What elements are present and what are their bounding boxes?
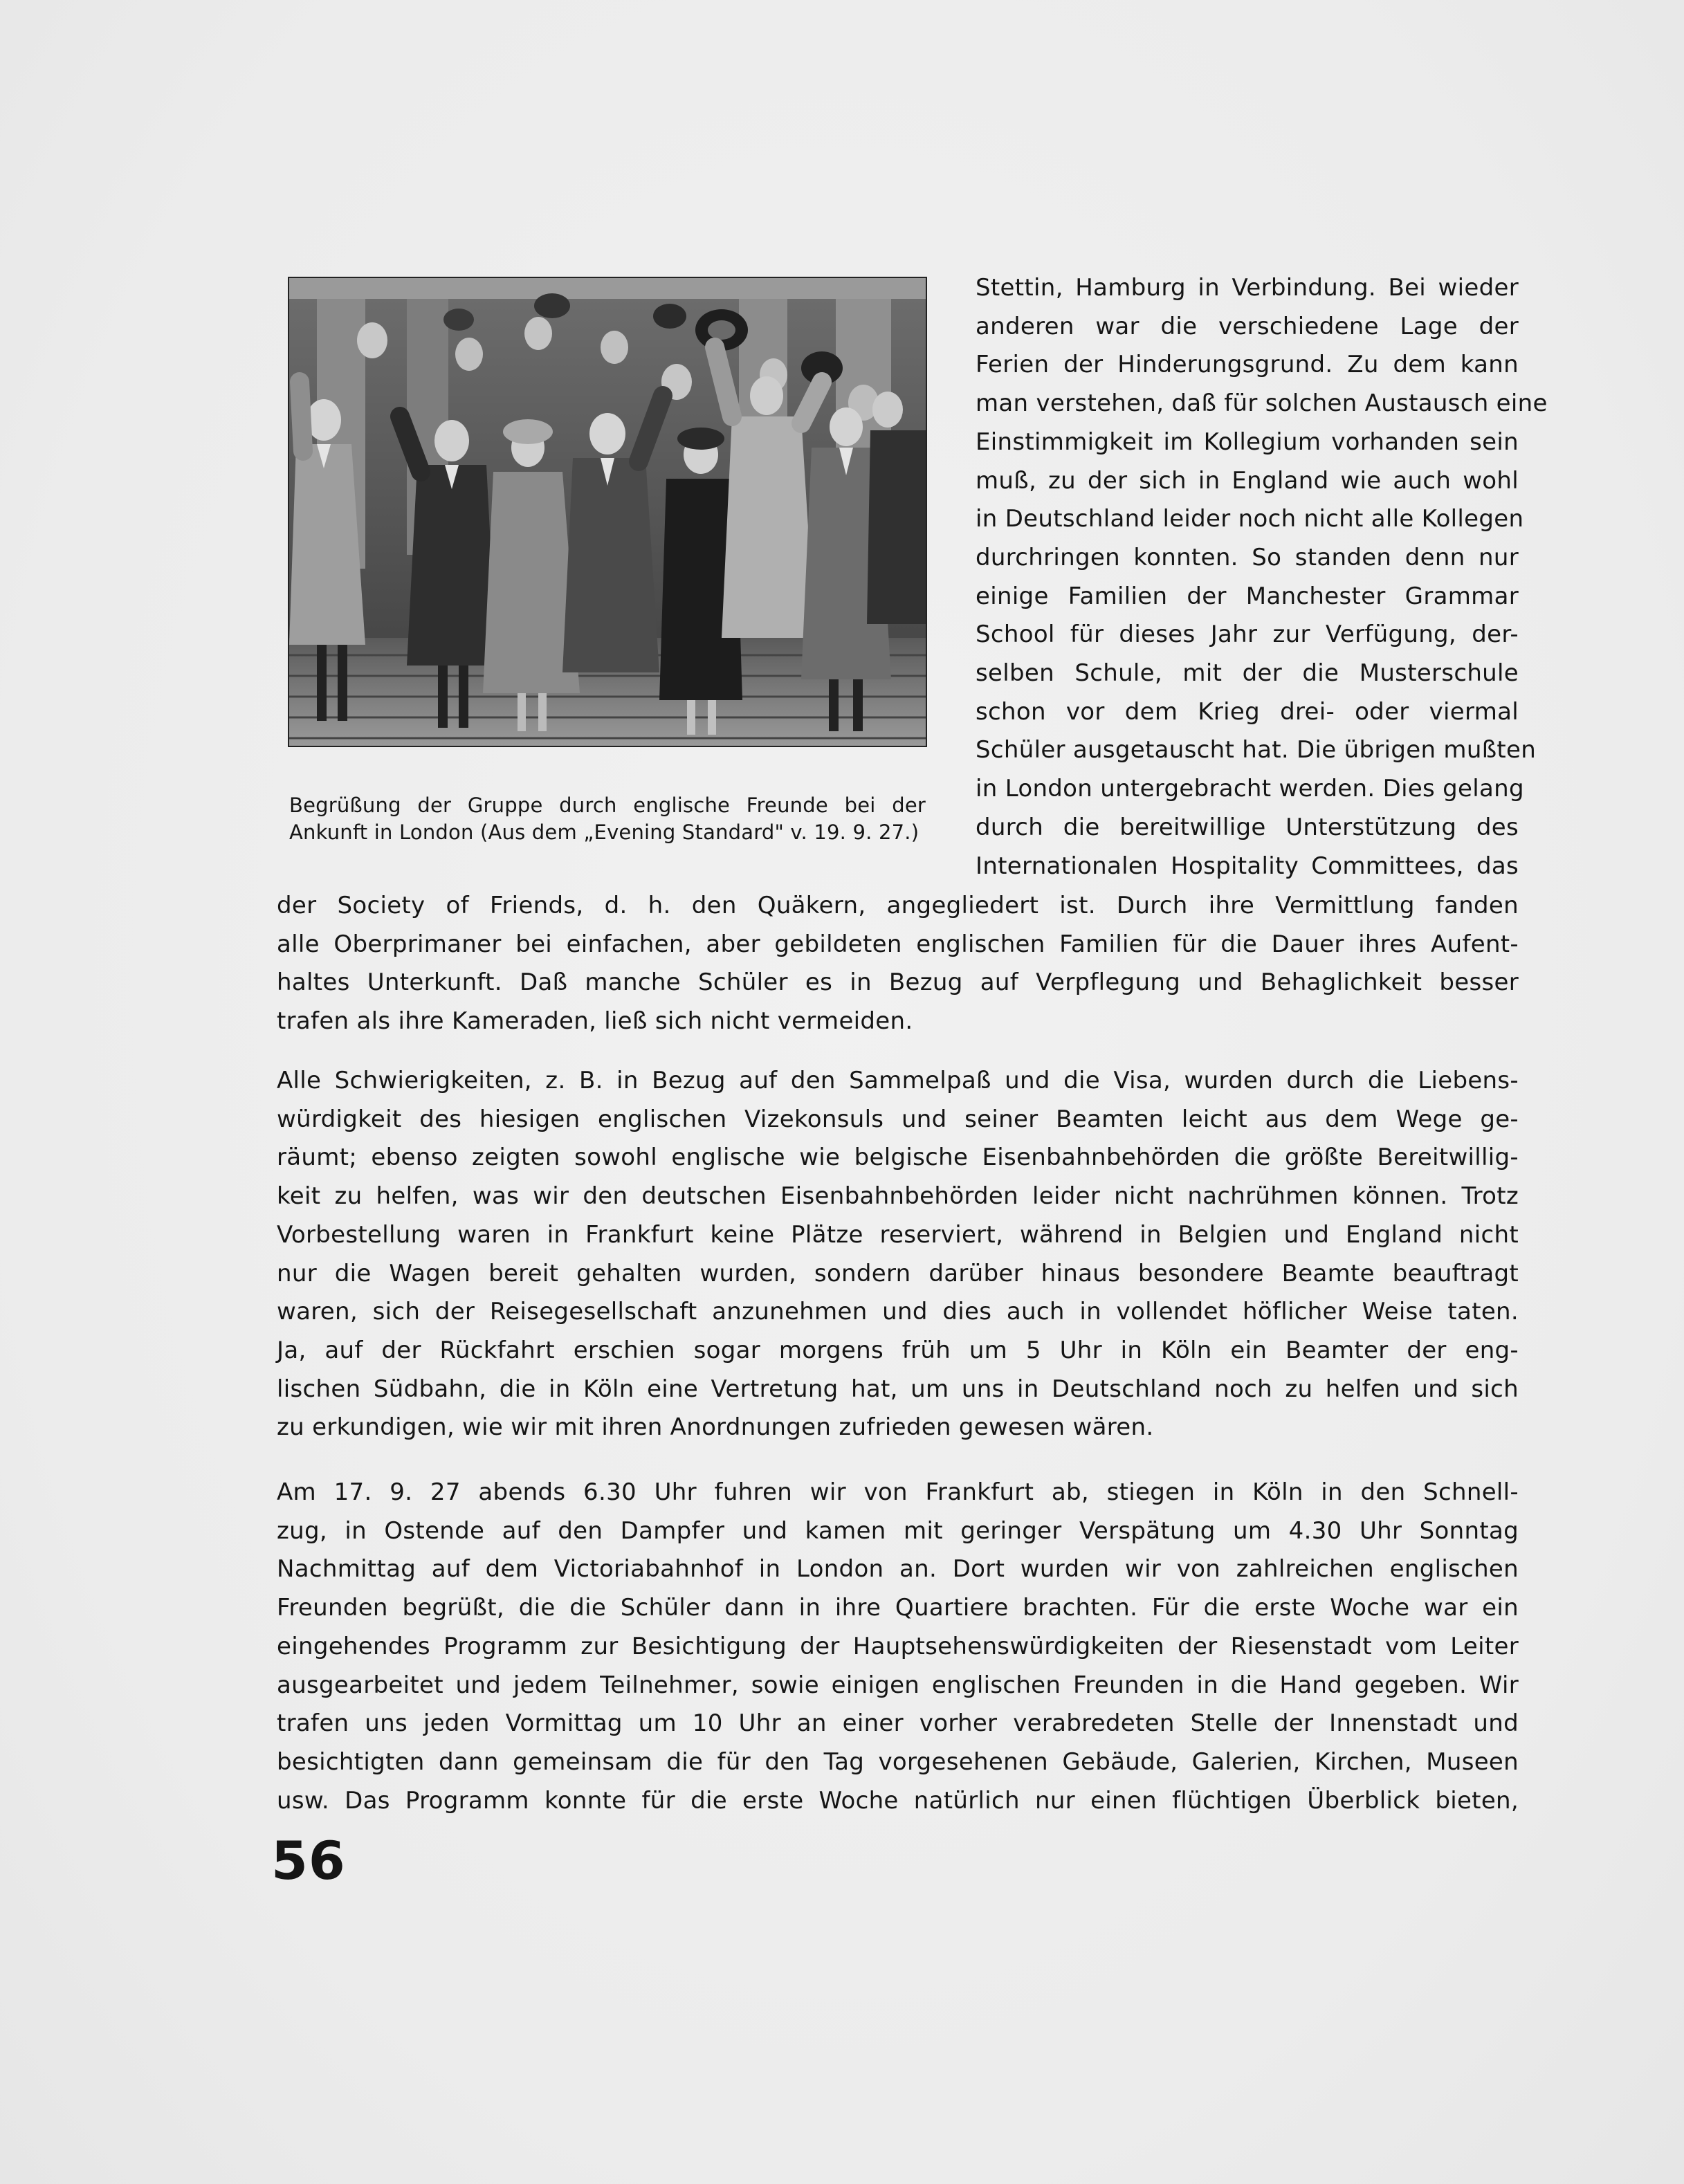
page-number: 56 [271, 1830, 346, 1891]
text-line: Ferien der Hinderungsgrund. Zu dem kann [976, 351, 1519, 379]
text-line: würdigkeit des hiesigen englischen Vizekonsuls und seiner Beamten leicht aus dem Wege ge- [277, 1105, 1519, 1133]
text-line: schon vor dem Krieg drei- oder viermal [976, 697, 1519, 726]
text-line: durch die bereitwillige Unterstützung des [976, 813, 1519, 841]
text-line: lischen Südbahn, die in Köln eine Vertretung hat, um uns in Deutschland noch zu helfen und sich [277, 1375, 1519, 1403]
text-line: einige Familien der Manchester Grammar [976, 582, 1519, 610]
text-line: räumt; ebenso zeigten sowohl englische wie belgische Eisenbahnbehörden die größte Bereitwillig- [277, 1144, 1519, 1172]
text-line: Am 17. 9. 27 abends 6.30 Uhr fuhren wir von Frankfurt ab, stiegen in Köln in den Schnell- [277, 1478, 1519, 1506]
text-line: Nachmittag auf dem Victoriabahnhof in London an. Dort wurden wir von zahlreichen englischen [277, 1555, 1519, 1584]
text-line: eingehendes Programm zur Besichtigung der Hauptsehenswürdigkeiten der Riesenstadt vom Leiter [277, 1632, 1519, 1660]
text-line: selben Schule, mit der die Musterschule [976, 659, 1519, 688]
text-line: besichtigten dann gemeinsam die für den Tag vorgesehenen Gebäude, Galerien, Kirchen, Museen [277, 1747, 1519, 1776]
text-line: Vorbestellung waren in Frankfurt keine Plätze reserviert, während in Belgien und England nicht [277, 1220, 1519, 1249]
text-line: Schüler ausgetauscht hat. Die übrigen mußten [976, 736, 1537, 764]
text-line: waren, sich der Reisegesellschaft anzunehmen und dies auch in vollendet höflicher Weise taten. [277, 1298, 1519, 1326]
text-line: Alle Schwierigkeiten, z. B. in Bezug auf den Sammelpaß und die Visa, wurden durch die Liebens- [277, 1067, 1519, 1094]
text-line: nur die Wagen bereit gehalten wurden, sondern darüber hinaus besondere Beamte beauftragt [277, 1259, 1519, 1287]
caption-line: Ankunft in London (Aus dem „Evening Standard" v. 19. 9. 27.) [289, 820, 919, 844]
text-line: usw. Das Programm konnte für die erste Woche natürlich nur einen flüchtigen Überblick bieten, [277, 1786, 1519, 1815]
text-line: Einstimmigkeit im Kollegium vorhanden sein [976, 428, 1519, 456]
text-line: durchringen konnten. So standen denn nur [976, 543, 1519, 571]
text-line: keit zu helfen, was wir den deutschen Eisenbahnbehörden leider nicht nachrühmen können. Trotz [277, 1182, 1519, 1211]
paragraph-journey [277, 1474, 1519, 1820]
group-photograph [288, 277, 927, 747]
text-line: anderen war die verschiedene Lage der [976, 312, 1519, 340]
text-line: Stettin, Hamburg in Verbindung. Bei wieder [976, 274, 1519, 302]
text-line: der Society of Friends, d. h. den Quäkern, angegliedert ist. Durch ihre Vermittlung fanden [277, 892, 1519, 919]
text-line: haltes Unterkunft. Daß manche Schüler es in Bezug auf Verpflegung und Behaglichkeit besser [277, 969, 1519, 997]
continued-paragraph [277, 887, 1519, 1041]
text-line: Freunden begrüßt, die die Schüler dann in ihre Quartiere brachten. Für die erste Woche war ein [277, 1594, 1519, 1622]
text-line: Ja, auf der Rückfahrt erschien sogar morgens früh um 5 Uhr in Köln ein Beamter der eng- [277, 1336, 1519, 1364]
text-line: man verstehen, daß für solchen Austausch eine [976, 389, 1548, 418]
text-line: alle Oberprimaner bei einfachen, aber gebildeten englischen Familien für die Dauer ihres Aufent- [277, 930, 1519, 958]
text-line: in London untergebracht werden. Dies gelang [976, 775, 1524, 803]
text-line: School für dieses Jahr zur Verfügung, der- [976, 621, 1519, 649]
paragraph-difficulties [277, 1062, 1519, 1447]
text-line: trafen als ihre Kameraden, ließ sich nicht vermeiden. [277, 1007, 913, 1036]
text-line: trafen uns jeden Vormittag um 10 Uhr an einer vorher verabredeten Stelle der Innenstadt und [277, 1709, 1519, 1738]
caption-line: Begrüßung der Gruppe durch englische Freunde bei der [289, 793, 926, 817]
column-text [976, 269, 1548, 885]
text-line: Internationalen Hospitality Committees, das [976, 852, 1519, 880]
text-line: ausgearbeitet und jedem Teilnehmer, sowie einigen englischen Freunden in die Hand gegeben. Wir [277, 1671, 1519, 1699]
text-line: zu erkundigen, wie wir mit ihren Anordnungen zufrieden gewesen wären. [277, 1413, 1154, 1442]
text-line: muß, zu der sich in England wie auch wohl [976, 466, 1519, 495]
text-line: zug, in Ostende auf den Dampfer und kamen mit geringer Verspätung um 4.30 Uhr Sonntag [277, 1516, 1519, 1545]
photo-caption [289, 792, 926, 846]
text-line: in Deutschland leider noch nicht alle Kollegen [976, 505, 1524, 533]
